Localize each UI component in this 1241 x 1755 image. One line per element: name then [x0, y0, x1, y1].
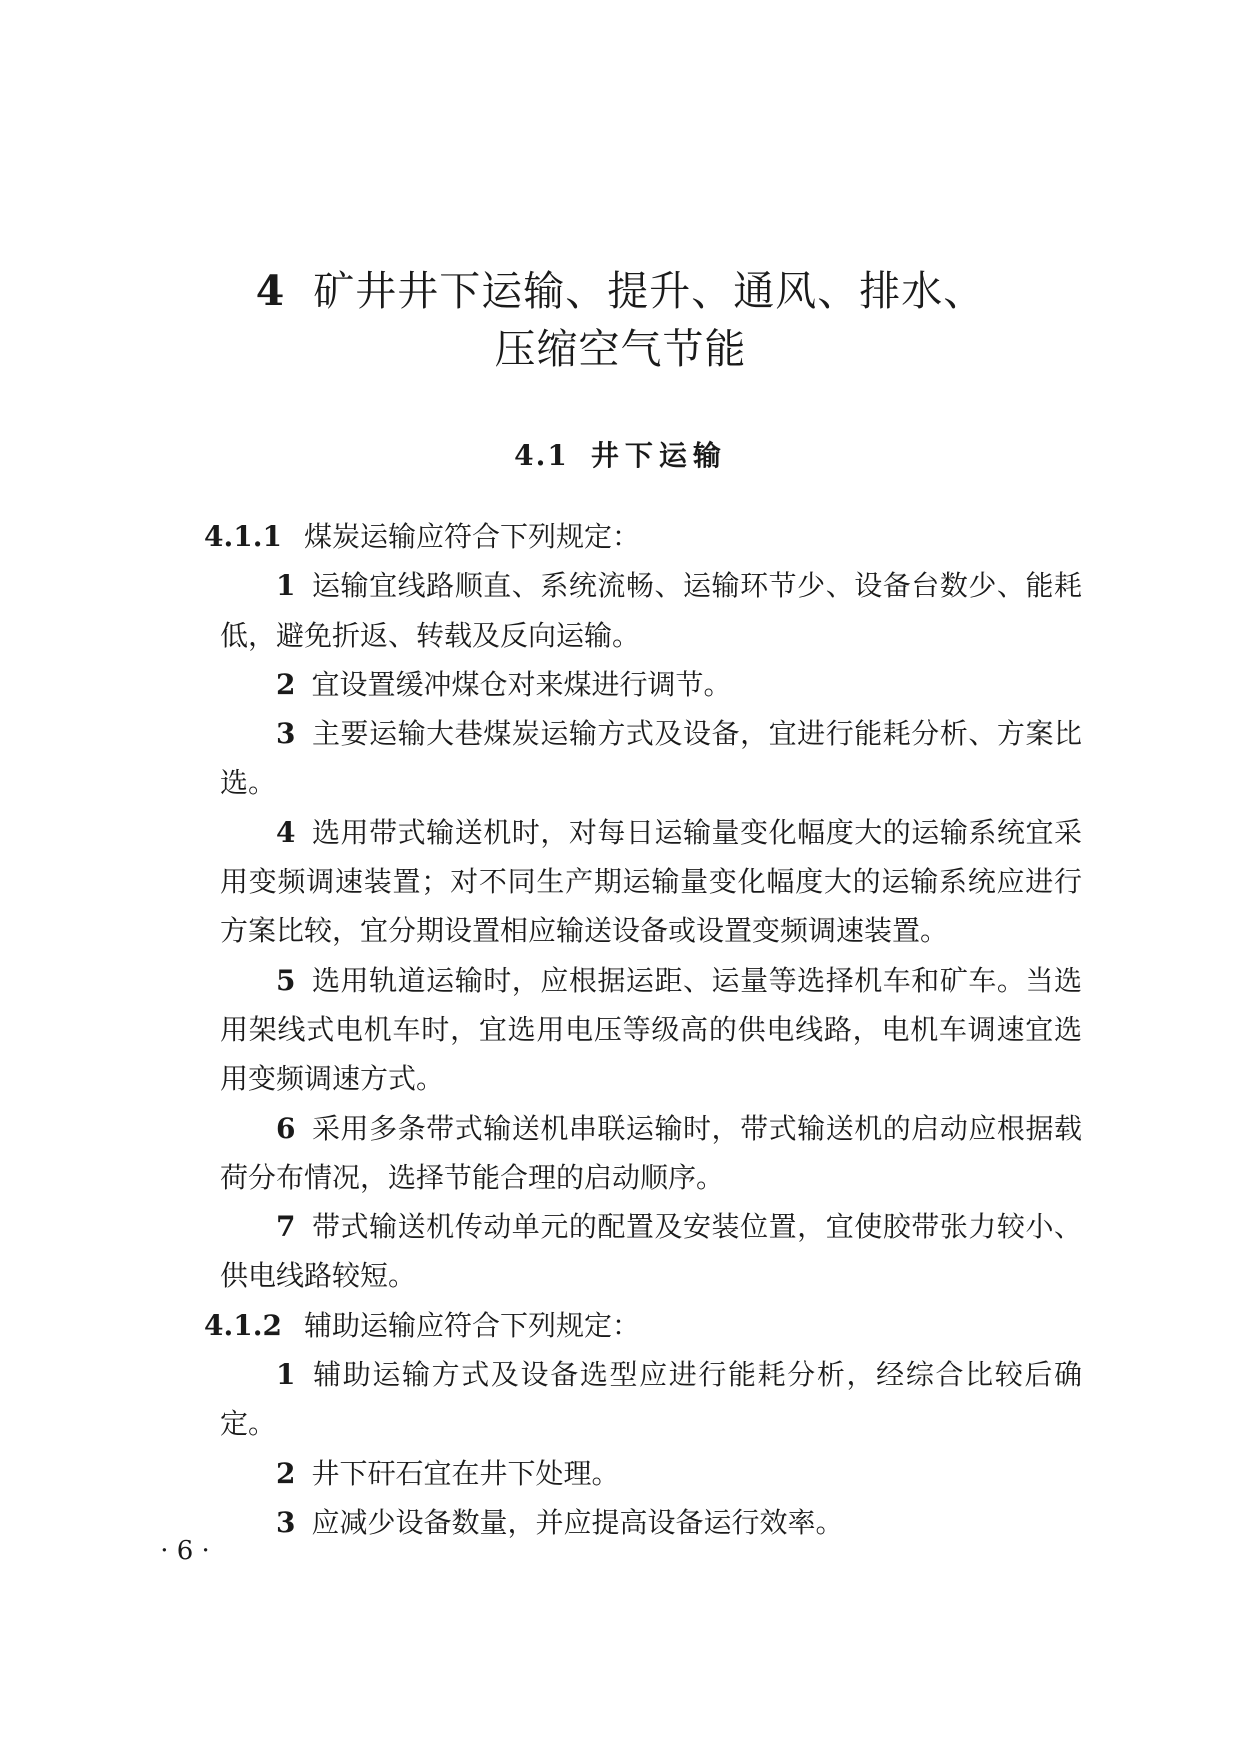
item-text: 辅助运输方式及设备选型应进行能耗分析，经综合比较后确定。 — [220, 1358, 1082, 1441]
list-item — [220, 1449, 1082, 1498]
chapter-title-text-1: 矿井井下运输、提升、通风、排水、 — [313, 267, 986, 315]
section-title — [0, 434, 1241, 474]
item-number: 2 — [276, 667, 296, 701]
item-number: 3 — [276, 1505, 296, 1539]
clause-4-1-1 — [204, 512, 1082, 561]
item-number: 1 — [276, 569, 296, 603]
list-item — [220, 956, 1082, 1104]
item-text: 选用轨道运输时，应根据运距、运量等选择机车和矿车。当选用架线式电机车时，宜选用电压等级高的供电线路，电机车调速宜选用变频调速方式。 — [220, 963, 1082, 1096]
item-text: 井下矸石宜在井下处理。 — [311, 1456, 620, 1490]
clause-text: 煤炭运输应符合下列规定： — [303, 520, 640, 553]
chapter-title-line-1 — [0, 262, 1241, 320]
page-number: · 6 · — [160, 1536, 210, 1566]
list-item — [220, 561, 1082, 660]
item-text: 应减少设备数量，并应提高设备运行效率。 — [311, 1505, 844, 1539]
list-item — [220, 1350, 1082, 1449]
item-text: 带式输送机传动单元的配置及安装位置，宜使胶带张力较小、供电线路较短。 — [220, 1210, 1082, 1293]
clause-number: 4.1.1 — [204, 520, 282, 553]
item-number: 4 — [276, 815, 296, 849]
section-title-text: 井下运输 — [590, 439, 727, 472]
item-number: 7 — [276, 1210, 296, 1244]
clause-number: 4.1.2 — [204, 1308, 282, 1342]
item-number: 5 — [276, 963, 296, 997]
item-text: 采用多条带式输送机串联运输时，带式输送机的启动应根据载荷分布情况，选择节能合理的启动顺序。 — [220, 1111, 1082, 1194]
list-item — [220, 709, 1082, 808]
item-text: 宜设置缓冲煤仓对来煤进行调节。 — [311, 667, 732, 701]
body-text — [204, 512, 1082, 1547]
item-number: 2 — [276, 1456, 296, 1490]
chapter-number: 4 — [255, 267, 286, 315]
item-text: 选用带式输送机时，对每日运输量变化幅度大的运输系统宜采用变频调速装置；对不同生产期运输量变化幅度大的运输系统应进行方案比较，宜分期设置相应输送设备或设置变频调速装置。 — [220, 815, 1082, 948]
chapter-title — [0, 262, 1241, 378]
list-item — [220, 1202, 1082, 1301]
clause-text: 辅助运输应符合下列规定： — [303, 1308, 640, 1342]
chapter-title-line-2: 压缩空气节能 — [494, 325, 747, 373]
section-number: 4.1 — [514, 439, 569, 472]
item-text: 主要运输大巷煤炭运输方式及设备，宜进行能耗分析、方案比选。 — [220, 717, 1082, 800]
list-item — [220, 1104, 1082, 1203]
list-item — [220, 660, 1082, 709]
clause-4-1-2 — [204, 1301, 1082, 1350]
item-text: 运输宜线路顺直、系统流畅、运输环节少、设备台数少、能耗低，避免折返、转载及反向运输。 — [220, 569, 1082, 652]
item-number: 3 — [276, 717, 296, 751]
list-item — [220, 808, 1082, 956]
item-number: 1 — [276, 1358, 296, 1392]
item-number: 6 — [276, 1111, 296, 1145]
